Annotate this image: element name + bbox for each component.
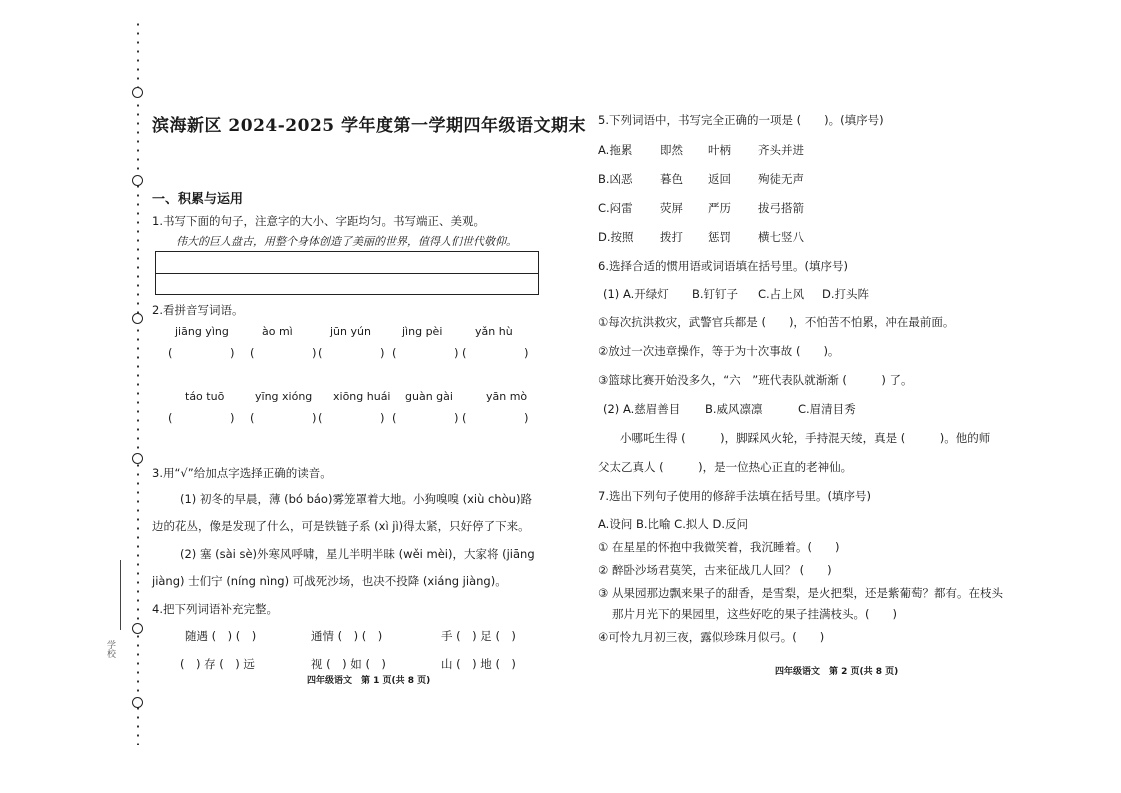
answer-blank[interactable]: ( ) [168, 346, 235, 360]
q3-line: jiàng) 士们宁 (níng nìng) 可战死沙场，也决不投降 (xiáng jiàng)。 [152, 574, 507, 588]
q7-sentence: ② 醉卧沙场君莫笑，古来征战几人回？ ( ) [598, 563, 832, 577]
q5-word: 横七竖八 [758, 230, 804, 244]
idiom-blank[interactable]: 山 ( ) 地 ( ) [441, 657, 516, 671]
binding-dotted-line [137, 20, 139, 745]
idiom-blank[interactable]: ( ) 存 ( ) 远 [180, 657, 255, 671]
pinyin: yān mò [486, 390, 528, 403]
answer-blank[interactable]: ( ) [250, 346, 317, 360]
q5-option: C.闷雷 [598, 201, 633, 215]
pinyin: jūn yún [330, 325, 371, 338]
q7-sentence: ④可怜九月初三夜，露似珍珠月似弓。( ) [598, 630, 825, 644]
pinyin: jìng pèi [402, 325, 443, 338]
answer-blank[interactable]: ( ) [462, 346, 529, 360]
answer-blank[interactable]: ( ) [250, 411, 317, 425]
pinyin: táo tuō [185, 390, 225, 403]
page-footer: 四年级语文 第 2 页(共 8 页) [775, 667, 899, 677]
q5-word: 拔弓搭箭 [758, 201, 804, 215]
q3-prompt: 3.用“√”给加点字选择正确的读音。 [152, 466, 332, 480]
q6-sentence: 小哪吒生得 ( )，脚踩风火轮，手持混天绫，真是 ( )。他的师 [620, 431, 991, 445]
pinyin: ào mì [262, 325, 293, 338]
q5-word: 拨打 [660, 230, 683, 244]
q5-option: D.按照 [598, 230, 634, 244]
page-title: 滨海新区 2024-2025 学年度第一学期四年级语文期末 [152, 116, 587, 136]
q5-word: 暮色 [660, 172, 683, 186]
binding-hole [132, 313, 143, 324]
answer-blank[interactable]: ( ) [392, 411, 459, 425]
q6-option: D.打头阵 [822, 287, 870, 301]
pinyin: yīng xióng [255, 390, 313, 403]
q1-prompt: 1.书写下面的句子，注意字的大小、字距均匀。书写端正、美观。 [152, 214, 485, 228]
q5-word: 返回 [708, 172, 731, 186]
q3-line: 边的花丛，像是发现了什么，可是铁链子系 (xì jì)得太紧，只好停了下来。 [152, 519, 530, 533]
pinyin: jiāng yìng [175, 325, 229, 338]
q7-sentence: ① 在星星的怀抱中我微笑着，我沉睡着。( ) [598, 540, 840, 554]
q6-sentence: ②放过一次违章操作，等于为十次事故 ( )。 [598, 344, 840, 358]
q7-options: A.设问 B.比喻 C.拟人 D.反问 [598, 517, 749, 531]
binding-hole [132, 623, 143, 634]
page-footer: 四年级语文 第 1 页(共 8 页) [307, 676, 431, 686]
binding-hole [132, 175, 143, 186]
idiom-blank[interactable]: 随遇 ( ) ( ) [185, 629, 257, 643]
q6-option: C.眉清目秀 [798, 402, 856, 416]
q6-option: B.钉钉子 [692, 287, 739, 301]
answer-blank[interactable]: ( ) [462, 411, 529, 425]
q5-option: A.拖累 [598, 143, 633, 157]
q5-option: B.凶恶 [598, 172, 633, 186]
section-heading: 一、积累与运用 [152, 192, 244, 207]
idiom-blank[interactable]: 通情 ( ) ( ) [311, 629, 383, 643]
answer-blank[interactable]: ( ) [392, 346, 459, 360]
margin-school-label: 学校 [105, 640, 115, 658]
q1-sentence: 伟大的巨人盘古，用整个身体创造了美丽的世界，值得人们世代敬仰。 [176, 235, 517, 248]
q5-word: 荧屏 [660, 201, 683, 215]
q3-line: (1) 初冬的早晨，薄 (bó báo)雾笼罩着大地。小狗嗅嗅 (xiù chòu)路 [180, 492, 532, 506]
binding-hole [132, 697, 143, 708]
q7-prompt: 7.选出下列句子使用的修辞手法填在括号里。(填序号) [598, 489, 871, 503]
q5-word: 齐头并进 [758, 143, 804, 157]
q6-option: (1) A.开绿灯 [603, 287, 669, 301]
pinyin: xiōng huái [333, 390, 391, 403]
q5-prompt: 5.下列词语中，书写完全正确的一项是 ( )。(填序号) [598, 113, 884, 127]
q6-sentence: ①每次抗洪救灾，武警官兵都是 ( )，不怕苦不怕累，冲在最前面。 [598, 315, 955, 329]
q3-line: (2) 塞 (sài sè)外寒风呼啸，星儿半明半昧 (wěi mèi)，大家将 (jiāng [180, 547, 535, 561]
answer-blank[interactable]: ( ) [168, 411, 235, 425]
q6-sentence: ③篮球比赛开始没多久，“六 ”班代表队就渐渐 ( ) 了。 [598, 373, 913, 387]
q6-prompt: 6.选择合适的惯用语或词语填在括号里。(填序号) [598, 259, 848, 273]
q6-sentence: 父太乙真人 ( )，是一位热心正直的老神仙。 [598, 460, 853, 474]
q4-prompt: 4.把下列词语补充完整。 [152, 602, 278, 616]
q2-prompt: 2.看拼音写词语。 [152, 303, 244, 317]
idiom-blank[interactable]: 视 ( ) 如 ( ) [311, 657, 386, 671]
q5-word: 严历 [708, 201, 731, 215]
answer-blank[interactable]: ( ) [318, 346, 385, 360]
q6-option: C.占上风 [758, 287, 805, 301]
q5-word: 殉徒无声 [758, 172, 804, 186]
binding-hole [132, 453, 143, 464]
q5-word: 叶柄 [708, 143, 731, 157]
q1-writing-box[interactable] [155, 251, 539, 295]
q5-word: 惩罚 [708, 230, 731, 244]
q6-option: (2) A.慈眉善目 [603, 402, 681, 416]
idiom-blank[interactable]: 手 ( ) 足 ( ) [441, 629, 516, 643]
q6-option: B.威风凛凛 [705, 402, 763, 416]
answer-blank[interactable]: ( ) [318, 411, 385, 425]
pinyin: yǎn hù [475, 325, 513, 338]
q7-sentence: ③ 从果园那边飘来果子的甜香，是雪梨，是火把梨，还是紫葡萄？都有。在枝头 [598, 586, 1003, 600]
q5-word: 即然 [660, 143, 683, 157]
binding-hole [132, 87, 143, 98]
pinyin: guàn gài [405, 390, 453, 403]
margin-name-line [120, 560, 121, 630]
q7-sentence: 那片月光下的果园里，这些好吃的果子挂满枝头。( ) [612, 607, 897, 621]
